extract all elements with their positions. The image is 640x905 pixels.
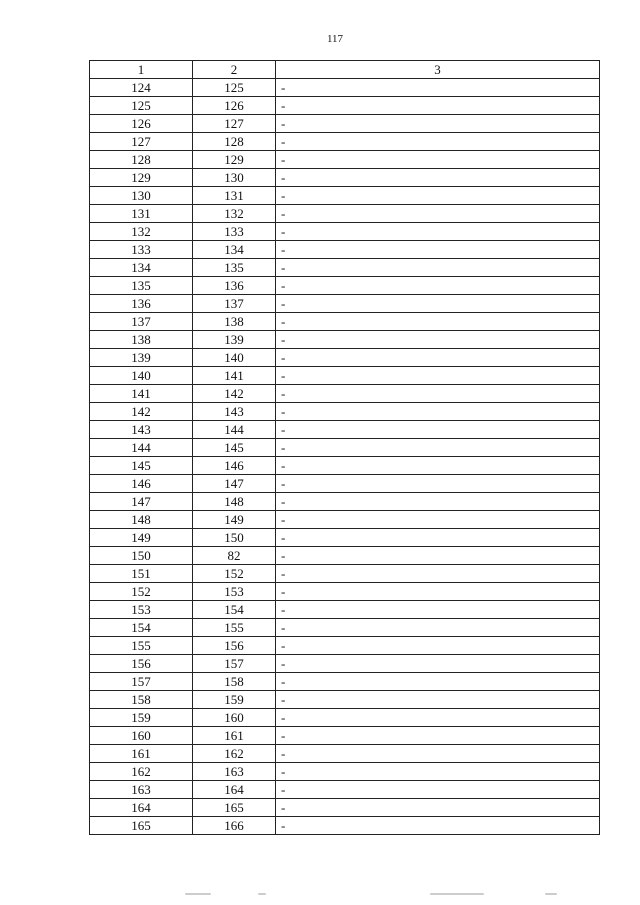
table-cell-col-3: - <box>276 583 600 601</box>
table-cell-col-1: 152 <box>90 583 193 601</box>
table-row <box>90 565 600 583</box>
table-cell-col-3: - <box>276 601 600 619</box>
table-cell-col-3: - <box>276 547 600 565</box>
table-cell-col-1: 160 <box>90 727 193 745</box>
table-cell-col-3: - <box>276 781 600 799</box>
table-row <box>90 691 600 709</box>
table-cell-col-2: 164 <box>193 781 276 799</box>
table-row <box>90 169 600 187</box>
table-cell-col-1: 165 <box>90 817 193 835</box>
table-row <box>90 403 600 421</box>
table-cell-col-2: 152 <box>193 565 276 583</box>
table-cell-col-3: - <box>276 367 600 385</box>
table-cell-col-2: 133 <box>193 223 276 241</box>
table-row <box>90 511 600 529</box>
table-cell-col-2: 165 <box>193 799 276 817</box>
table-cell-col-3: - <box>276 349 600 367</box>
table-cell-col-2: 136 <box>193 277 276 295</box>
table-cell-col-2: 128 <box>193 133 276 151</box>
table-cell-col-1: 131 <box>90 205 193 223</box>
table-cell-col-3: - <box>276 385 600 403</box>
table-cell-col-2: 163 <box>193 763 276 781</box>
table-row <box>90 601 600 619</box>
table-cell-col-2: 135 <box>193 259 276 277</box>
table-cell-col-3: - <box>276 709 600 727</box>
table-cell-col-1: 144 <box>90 439 193 457</box>
table-cell-col-2: 131 <box>193 187 276 205</box>
table-cell-col-3: - <box>276 475 600 493</box>
table-cell-col-1: 164 <box>90 799 193 817</box>
table-row <box>90 97 600 115</box>
table-row <box>90 439 600 457</box>
table-cell-col-3: - <box>276 763 600 781</box>
table-row <box>90 259 600 277</box>
table-cell-col-1: 124 <box>90 79 193 97</box>
table-cell-col-2: 132 <box>193 205 276 223</box>
table-cell-col-3: - <box>276 529 600 547</box>
table-cell-col-1: 138 <box>90 331 193 349</box>
table-cell-col-3: - <box>276 169 600 187</box>
page-number: 117 <box>326 33 344 45</box>
table-cell-col-2: 126 <box>193 97 276 115</box>
table-cell-col-2: 137 <box>193 295 276 313</box>
table-cell-col-1: 162 <box>90 763 193 781</box>
table-row <box>90 205 600 223</box>
table-cell-col-2: 158 <box>193 673 276 691</box>
table-cell-col-1: 135 <box>90 277 193 295</box>
table-cell-col-3: - <box>276 295 600 313</box>
table-cell-col-2: 162 <box>193 745 276 763</box>
table-row <box>90 421 600 439</box>
table-cell-col-3: - <box>276 799 600 817</box>
table-row <box>90 313 600 331</box>
table-row <box>90 709 600 727</box>
table-cell-col-1: 157 <box>90 673 193 691</box>
table-cell-col-3: - <box>276 277 600 295</box>
column-header-1: 1 <box>90 61 193 79</box>
data-table <box>89 60 600 835</box>
table-row <box>90 529 600 547</box>
table-cell-col-2: 125 <box>193 79 276 97</box>
table-cell-col-2: 140 <box>193 349 276 367</box>
table-row <box>90 493 600 511</box>
table-row <box>90 115 600 133</box>
table-cell-col-2: 160 <box>193 709 276 727</box>
table-row <box>90 277 600 295</box>
table-cell-col-3: - <box>276 565 600 583</box>
table-cell-col-2: 130 <box>193 169 276 187</box>
table-row <box>90 547 600 565</box>
table-cell-col-1: 128 <box>90 151 193 169</box>
table-cell-col-1: 146 <box>90 475 193 493</box>
table-cell-col-3: - <box>276 421 600 439</box>
table-body <box>90 79 600 835</box>
table-cell-col-2: 166 <box>193 817 276 835</box>
table-cell-col-1: 133 <box>90 241 193 259</box>
table-cell-col-3: - <box>276 691 600 709</box>
table-cell-col-1: 153 <box>90 601 193 619</box>
table-cell-col-2: 139 <box>193 331 276 349</box>
footer-smudge <box>185 893 211 895</box>
table-row <box>90 133 600 151</box>
table-cell-col-1: 134 <box>90 259 193 277</box>
table-row <box>90 331 600 349</box>
table-cell-col-1: 137 <box>90 313 193 331</box>
table-cell-col-1: 141 <box>90 385 193 403</box>
table-header <box>90 61 600 79</box>
header-row <box>90 61 600 79</box>
table-cell-col-2: 155 <box>193 619 276 637</box>
table-cell-col-3: - <box>276 745 600 763</box>
table-row <box>90 187 600 205</box>
table-cell-col-2: 156 <box>193 637 276 655</box>
table-cell-col-2: 138 <box>193 313 276 331</box>
table-cell-col-3: - <box>276 205 600 223</box>
table-cell-col-2: 142 <box>193 385 276 403</box>
table-cell-col-2: 149 <box>193 511 276 529</box>
table-cell-col-2: 150 <box>193 529 276 547</box>
table-cell-col-1: 159 <box>90 709 193 727</box>
table-cell-col-1: 158 <box>90 691 193 709</box>
table-row <box>90 673 600 691</box>
table-cell-col-1: 126 <box>90 115 193 133</box>
table-cell-col-3: - <box>276 241 600 259</box>
table-cell-col-3: - <box>276 817 600 835</box>
table-cell-col-2: 129 <box>193 151 276 169</box>
table-cell-col-1: 145 <box>90 457 193 475</box>
table-cell-col-3: - <box>276 133 600 151</box>
table-cell-col-1: 149 <box>90 529 193 547</box>
footer-smudge <box>258 893 266 895</box>
footer-smudge <box>430 893 484 895</box>
table-cell-col-2: 145 <box>193 439 276 457</box>
table-cell-col-3: - <box>276 727 600 745</box>
table-cell-col-3: - <box>276 637 600 655</box>
table-row <box>90 367 600 385</box>
table-cell-col-3: - <box>276 187 600 205</box>
table-row <box>90 295 600 313</box>
table-cell-col-3: - <box>276 79 600 97</box>
table-row <box>90 619 600 637</box>
table-cell-col-2: 153 <box>193 583 276 601</box>
table-cell-col-1: 140 <box>90 367 193 385</box>
table-cell-col-1: 148 <box>90 511 193 529</box>
table-cell-col-1: 150 <box>90 547 193 565</box>
table-cell-col-2: 141 <box>193 367 276 385</box>
table-cell-col-1: 132 <box>90 223 193 241</box>
table-cell-col-2: 134 <box>193 241 276 259</box>
table-row <box>90 781 600 799</box>
table-cell-col-1: 163 <box>90 781 193 799</box>
table-cell-col-2: 82 <box>193 547 276 565</box>
table-cell-col-1: 154 <box>90 619 193 637</box>
table-cell-col-3: - <box>276 403 600 421</box>
table-cell-col-1: 143 <box>90 421 193 439</box>
table-cell-col-1: 151 <box>90 565 193 583</box>
table-cell-col-2: 144 <box>193 421 276 439</box>
table-cell-col-2: 157 <box>193 655 276 673</box>
table-cell-col-1: 139 <box>90 349 193 367</box>
table-cell-col-2: 146 <box>193 457 276 475</box>
table-cell-col-1: 156 <box>90 655 193 673</box>
table-row <box>90 241 600 259</box>
table-cell-col-1: 155 <box>90 637 193 655</box>
table-cell-col-3: - <box>276 331 600 349</box>
table-row <box>90 763 600 781</box>
table-cell-col-3: - <box>276 115 600 133</box>
table-cell-col-1: 161 <box>90 745 193 763</box>
table-cell-col-3: - <box>276 313 600 331</box>
table-cell-col-3: - <box>276 619 600 637</box>
table-row <box>90 457 600 475</box>
table-row <box>90 385 600 403</box>
table-cell-col-3: - <box>276 97 600 115</box>
table-cell-col-1: 125 <box>90 97 193 115</box>
table-cell-col-1: 129 <box>90 169 193 187</box>
table-cell-col-3: - <box>276 151 600 169</box>
table-cell-col-2: 148 <box>193 493 276 511</box>
table-cell-col-2: 159 <box>193 691 276 709</box>
table-row <box>90 799 600 817</box>
table-row <box>90 727 600 745</box>
table-row <box>90 583 600 601</box>
table-row <box>90 637 600 655</box>
table-cell-col-3: - <box>276 223 600 241</box>
table-cell-col-3: - <box>276 673 600 691</box>
table-cell-col-3: - <box>276 655 600 673</box>
table-cell-col-2: 154 <box>193 601 276 619</box>
table-cell-col-1: 142 <box>90 403 193 421</box>
footer-smudge <box>545 893 557 895</box>
table-cell-col-2: 161 <box>193 727 276 745</box>
table-row <box>90 151 600 169</box>
table-cell-col-3: - <box>276 493 600 511</box>
table-cell-col-2: 127 <box>193 115 276 133</box>
table-cell-col-1: 127 <box>90 133 193 151</box>
table-cell-col-1: 147 <box>90 493 193 511</box>
table-cell-col-3: - <box>276 259 600 277</box>
table-cell-col-3: - <box>276 511 600 529</box>
column-header-2: 2 <box>193 61 276 79</box>
table-row <box>90 475 600 493</box>
table-row <box>90 349 600 367</box>
table-cell-col-1: 136 <box>90 295 193 313</box>
table-row <box>90 655 600 673</box>
table-cell-col-2: 147 <box>193 475 276 493</box>
table-cell-col-3: - <box>276 457 600 475</box>
table-cell-col-1: 130 <box>90 187 193 205</box>
table-row <box>90 223 600 241</box>
column-header-3: 3 <box>276 61 600 79</box>
table-row <box>90 745 600 763</box>
table-cell-col-2: 143 <box>193 403 276 421</box>
table-row <box>90 79 600 97</box>
table-row <box>90 817 600 835</box>
table-cell-col-3: - <box>276 439 600 457</box>
